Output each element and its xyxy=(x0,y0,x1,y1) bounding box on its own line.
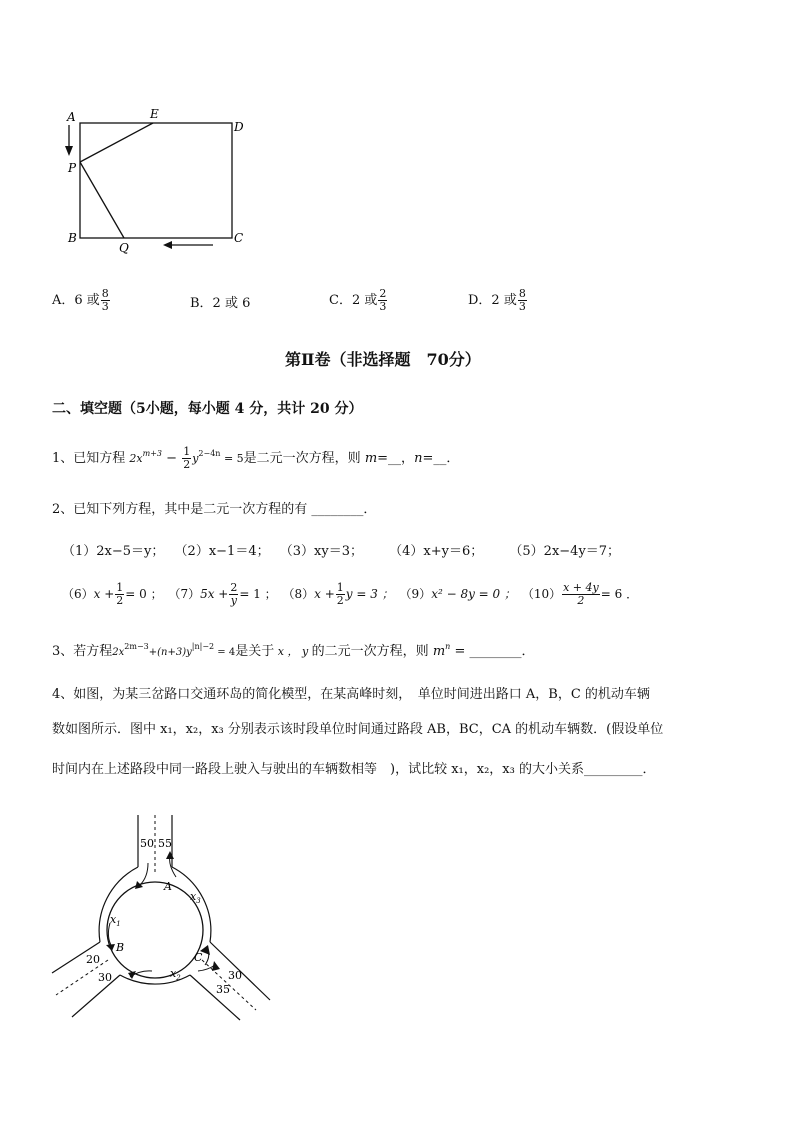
label-x3: $x_3$ xyxy=(190,890,201,905)
label-E: E xyxy=(150,107,159,121)
rectangle-figure xyxy=(55,100,265,260)
label-x1: $x_1$ xyxy=(110,913,121,928)
label-C: C xyxy=(194,951,203,964)
question-4-line3: 时间内在上述路段中同一路段上驶入与驶出的车辆数相等 )，试比较 x₁，x₂，x₃ 的大小关系_________． xyxy=(52,762,656,777)
fraction: $\frac{1}{2}$ xyxy=(183,445,191,471)
count-30-left: 30 xyxy=(98,971,112,984)
count-35: 35 xyxy=(216,983,230,996)
option-a[interactable]: A．6 或 $\frac{8}{3}$ xyxy=(52,287,109,313)
roundabout-figure xyxy=(40,805,280,1025)
question-2-row1: （1）2x−5＝y； （2）x−1＝4； （3）xy＝3； （4）x+y＝6； （5）2x−4y＝7； xyxy=(62,544,621,559)
label-B: B xyxy=(68,231,77,245)
question-2-stem: 2、已知下列方程，其中是二元一次方程的有 ________． xyxy=(52,502,377,517)
option-d[interactable]: D．2 或 $\frac{8}{3}$ xyxy=(468,287,526,313)
question-4-line2: 数如图所示．图中 x₁，x₂，x₃ 分别表示该时段单位时间通过路段 AB，BC，CA 的机动车辆数．(假设单位 xyxy=(52,722,664,737)
fraction: $\frac{2}{3}$ xyxy=(379,287,387,313)
question-1: 1、已知方程 $2x^{m+3}$ − $\frac{1}{2}$ $y^{2-4n} = 5$是二元一次方程，则 m=__，n=__． xyxy=(52,445,460,471)
label-A: A xyxy=(164,880,172,893)
count-20: 20 xyxy=(86,953,100,966)
question-3: 3、若方程$2x^{2m-3}+(n+3)y^{|n|-2} = 4$是关于 x ， y 的二元一次方程，则 $m^n$ = ________． xyxy=(52,642,535,659)
count-55: 55 xyxy=(158,837,172,850)
fraction: $\frac{8}{3}$ xyxy=(101,287,109,313)
label-C: C xyxy=(234,231,244,245)
label-A: A xyxy=(67,110,76,124)
label-B: B xyxy=(116,941,125,954)
part-heading: 二、填空题（5小题，每小题 4 分，共计 20 分） xyxy=(52,401,363,417)
fraction: $\frac{8}{3}$ xyxy=(518,287,526,313)
label-P: P xyxy=(68,161,77,175)
question-2-row2: （6）x + $\frac{1}{2}$ = 0 ； （7）5x + $\frac{2}{y}$ = 1 ； （8）x + $\frac{1}{2}$ y = 3 ； （9）x² − 8y = 0 ； （10） $\frac{x + 4y}{2}$ = 6 ． xyxy=(62,581,639,607)
label-Q: Q xyxy=(119,241,129,255)
label-D: D xyxy=(234,120,244,134)
option-c[interactable]: C．2 或 $\frac{2}{3}$ xyxy=(329,287,387,313)
count-50: 50 xyxy=(140,837,154,850)
section-title: 第Ⅱ卷（非选择题 70分） xyxy=(285,350,481,369)
question-4-line1: 4、如图，为某三岔路口交通环岛的简化模型，在某高峰时刻， 单位时间进出路口 A，B，C 的机动车辆 xyxy=(52,687,650,702)
count-30-right: 30 xyxy=(228,969,242,982)
option-b[interactable]: B．2 或 6 xyxy=(190,296,251,311)
label-x2: $x_2$ xyxy=(170,967,181,982)
